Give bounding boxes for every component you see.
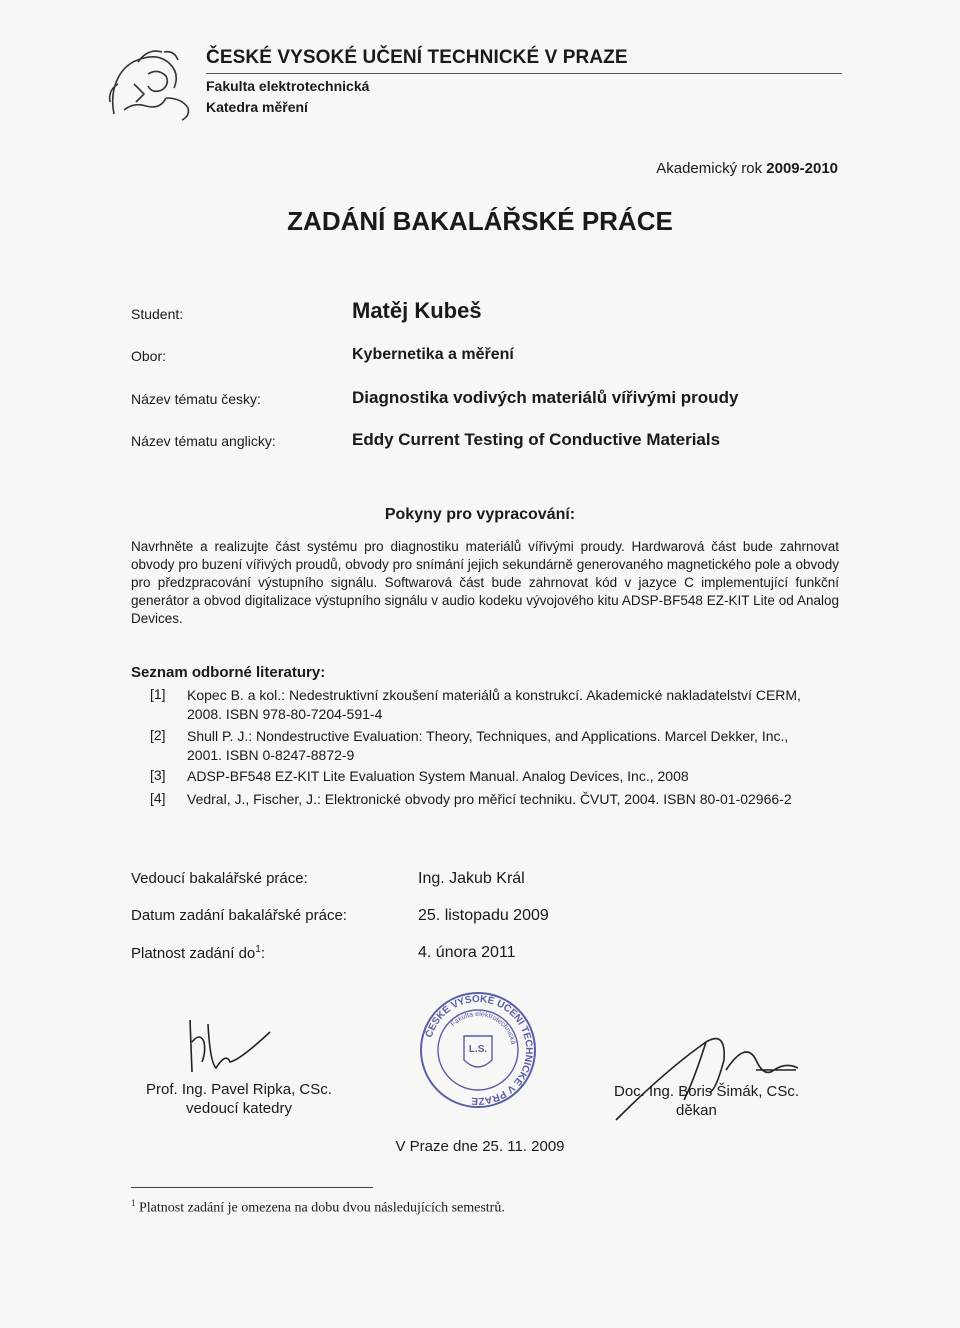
official-stamp xyxy=(418,990,538,1110)
stamp-text: ČESKÉ VYSOKÉ UČENÍ TECHNICKÉ V PRAZE xyxy=(423,993,535,1107)
footnote-text: Platnost zadání je omezena na dobu dvou následujících semestrů. xyxy=(139,1200,505,1216)
footnote xyxy=(131,1198,505,1217)
signatory-right-role: děkan xyxy=(676,1102,717,1119)
obor-label: Obor: xyxy=(131,348,167,364)
ref-number: [3] xyxy=(150,767,166,783)
student-value: Matěj Kubeš xyxy=(352,298,482,323)
topic-cz-label: Název tématu česky: xyxy=(131,391,261,407)
document-title: ZADÁNÍ BAKALÁŘSKÉ PRÁCE xyxy=(287,206,673,236)
signature-left xyxy=(170,1012,280,1082)
assignment-date-value: 25. listopadu 2009 xyxy=(418,907,549,924)
topic-en-label: Název tématu anglicky: xyxy=(131,433,276,449)
supervisor-value: Ing. Jakub Král xyxy=(418,870,525,887)
topic-en-value: Eddy Current Testing of Conductive Materials xyxy=(352,430,721,449)
signatory-left-role: vedoucí katedry xyxy=(186,1100,292,1117)
university-logo xyxy=(104,44,196,124)
literature-heading: Seznam odborné literatury: xyxy=(131,664,326,681)
validity-value: 4. února 2011 xyxy=(418,944,516,961)
validity-label-suffix: : xyxy=(260,945,265,962)
obor-value: Kybernetika a měření xyxy=(352,346,514,363)
header-divider xyxy=(206,73,842,74)
ref-text: ADSP-BF548 EZ-KIT Lite Evaluation System Manual. Analog Devices, Inc., 2008 xyxy=(187,768,689,784)
stamp-center: L.S. xyxy=(468,1044,488,1055)
ref-number: [1] xyxy=(150,686,166,702)
signatory-right-name: Doc. Ing. Boris Šimák, CSc. xyxy=(614,1083,800,1100)
topic-cz-value: Diagnostika vodivých materiálů vířivými proudy xyxy=(352,388,739,407)
student-label: Student: xyxy=(131,306,184,322)
academic-year-label: Akademický rok xyxy=(656,160,763,177)
ref-number: [2] xyxy=(150,727,166,743)
svg-text:Fakulta elektrotechnická xyxy=(450,1011,517,1045)
validity-footnote-mark: 1 xyxy=(255,944,261,955)
footnote-mark: 1 xyxy=(131,1198,136,1208)
ref-text: Vedral, J., Fischer, J.: Elektronické obvody pro měřicí techniku. ČVUT, 2004. ISBN 80-01-02966-2 xyxy=(187,791,792,807)
place-date: V Praze dne 25. 11. 2009 xyxy=(395,1138,565,1155)
academic-year xyxy=(656,160,838,177)
stamp-inner-text: Fakulta elektrotechnická xyxy=(449,1010,517,1046)
instructions-text: Navrhněte a realizujte část systému pro diagnostiku materiálů vířivými proudy. Hardwarová část bude zahrnovat obvody pro buzení vířivých proudů, obvody pro snímání jejich sekundárně generovaného magnetického pole a obvody pro předzpracování výstupního signálu. Softwarová část bude zahrnovat kód v jazyce C implementující funkční generátor a obvod digitalizace výstupního signálu v audio kodeku vývojového kitu ADSP-BF548 EZ-KIT Lite od Analog Devices. xyxy=(131,539,839,626)
ref-number: [4] xyxy=(150,790,166,806)
ref-text: Shull P. J.: Nondestructive Evaluation: Theory, Techniques, and Applications. Marcel Dekker, Inc., 2001. ISBN 0-8247-8872-9 xyxy=(187,728,789,763)
signatory-left xyxy=(144,1080,334,1118)
assignment-date-label: Datum zadání bakalářské práce: xyxy=(131,907,347,924)
department-name: Katedra měření xyxy=(206,99,308,115)
academic-year-value: 2009-2010 xyxy=(766,160,838,177)
signatory-right xyxy=(614,1082,799,1120)
footnote-divider xyxy=(131,1187,373,1188)
university-name: ČESKÉ VYSOKÉ UČENÍ TECHNICKÉ V PRAZE xyxy=(206,47,628,68)
supervisor-label: Vedoucí bakalářské práce: xyxy=(131,870,308,887)
signatory-left-name: Prof. Ing. Pavel Ripka, CSc. xyxy=(146,1081,332,1098)
validity-label-text: Platnost zadání do xyxy=(131,945,256,962)
ref-text: Kopec B. a kol.: Nedestruktivní zkoušení materiálů a konstrukcí. Akademické nakladatelství CERM, 2008. ISBN 978-80-7204-591-4 xyxy=(187,687,801,722)
faculty-name: Fakulta elektrotechnická xyxy=(206,78,370,94)
validity-label xyxy=(131,944,265,962)
instructions-heading: Pokyny pro vypracování: xyxy=(384,506,576,523)
